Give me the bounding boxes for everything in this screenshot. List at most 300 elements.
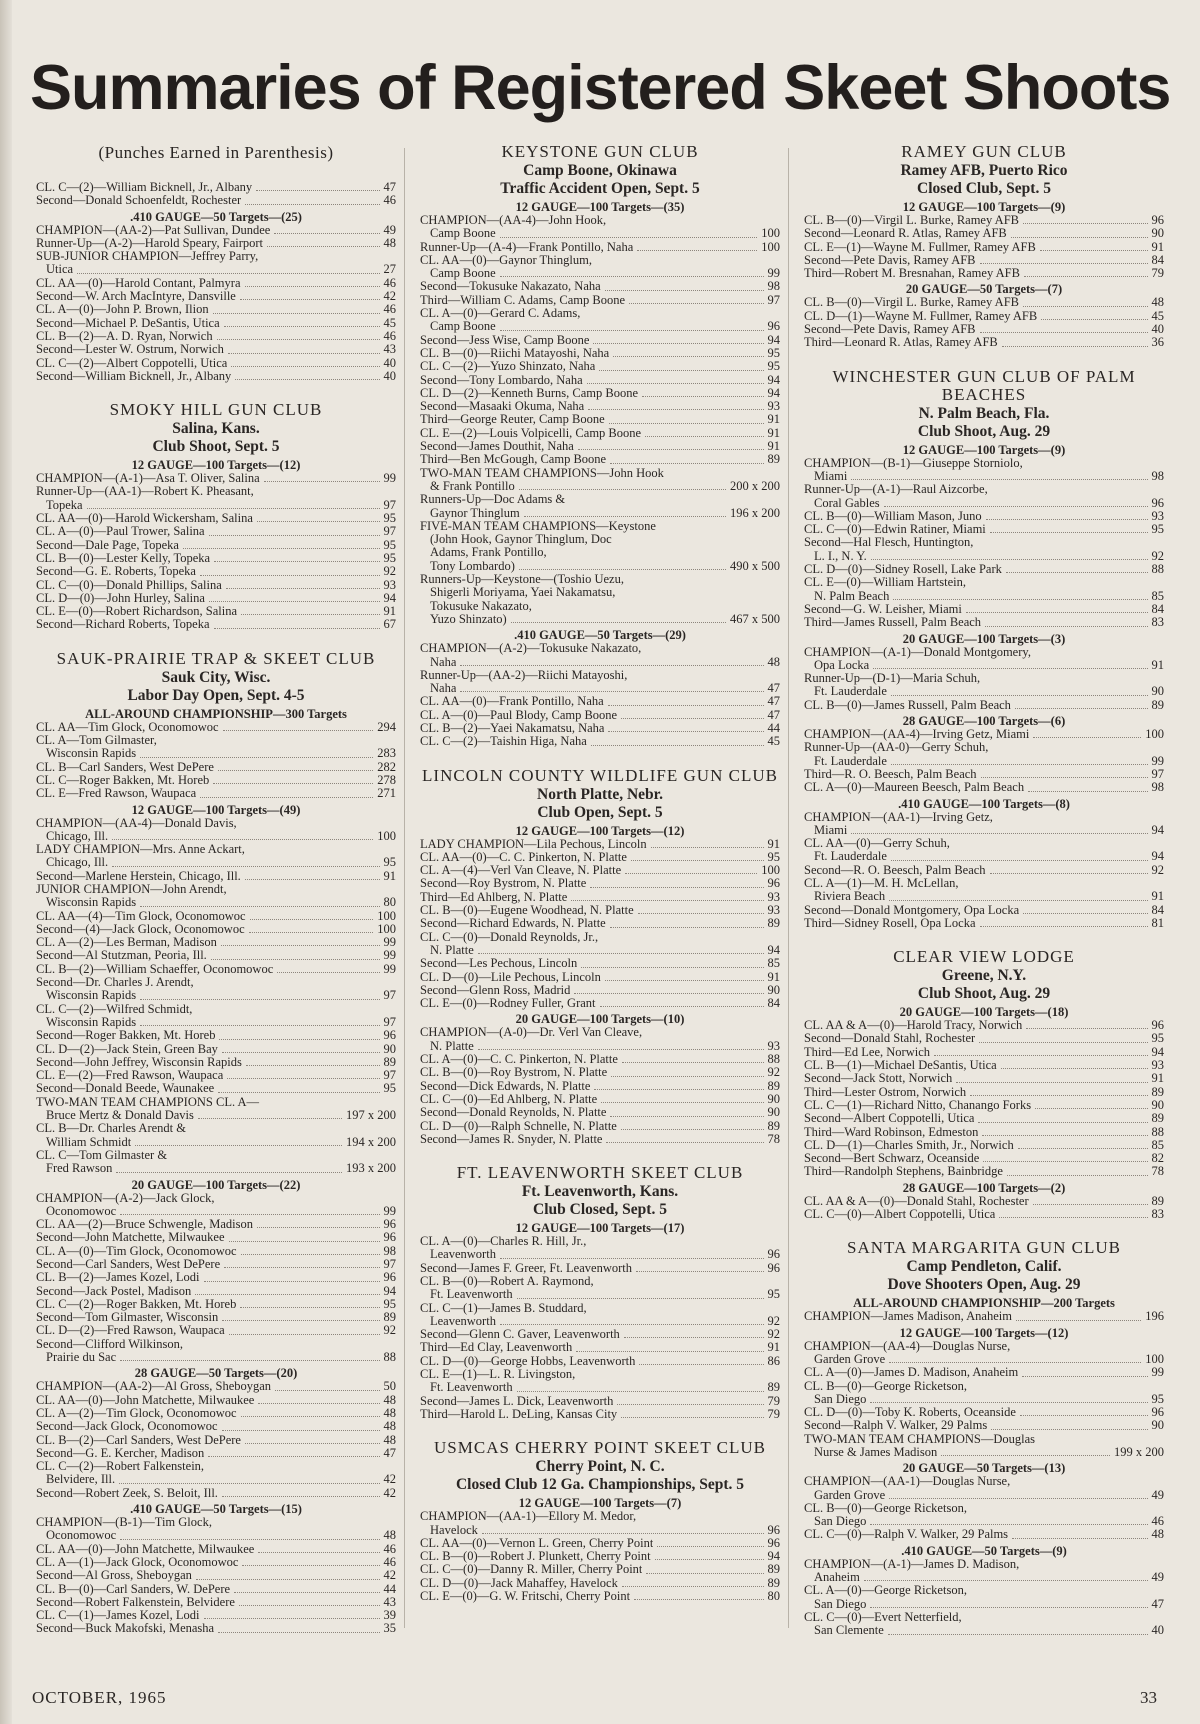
result-row: [804, 1366, 1164, 1379]
result-row: [420, 851, 780, 864]
result-text: JUNIOR CHAMPION—John Arendt,: [36, 882, 227, 896]
dot-leader: [223, 730, 374, 731]
result-score: 94: [383, 590, 396, 605]
result-row: [36, 949, 396, 962]
result-text: Runner-Up—(AA-1)—Robert K. Pheasant,: [36, 485, 254, 499]
result-row: [420, 997, 780, 1010]
result-score: 93: [767, 889, 780, 904]
result-text: Tony Lombardo): [430, 559, 515, 573]
dot-leader: [135, 1145, 342, 1146]
club-name: SMOKY HILL GUN CLUB: [109, 400, 323, 420]
dot-leader: [257, 1227, 380, 1228]
result-text: CL. B—(2)—James Kozel, Lodi: [36, 1271, 200, 1285]
result-score: 39: [383, 1608, 396, 1623]
result-row: [804, 685, 1164, 698]
result-score: 95: [1151, 522, 1164, 537]
result-text: Second—William Bicknell, Jr., Albany: [36, 369, 232, 383]
result-text: Second—Albert Coppotelli, Utica: [804, 1112, 975, 1126]
result-score: 98: [383, 1243, 396, 1258]
result-score: 90: [1151, 226, 1164, 241]
result-row: [36, 565, 396, 578]
result-row: [420, 280, 780, 293]
result-text: Second—Jess Wise, Camp Boone: [420, 333, 590, 347]
result-row: [36, 1069, 396, 1082]
result-score: 90: [1151, 684, 1164, 699]
result-text: CL. C—(1)—Richard Nitto, Chanango Forks: [804, 1098, 1032, 1112]
dot-leader: [140, 906, 379, 907]
result-text: CL. B—(0)—Virgil L. Burke, Ramey AFB: [804, 296, 1019, 310]
result-text: Bruce Mertz & Donald Davis: [46, 1109, 194, 1123]
event-heading: .410 GAUGE—50 Targets—(15): [130, 1502, 302, 1517]
result-score: 44: [767, 720, 780, 735]
dot-leader: [1001, 1068, 1148, 1069]
club-section: [804, 368, 1164, 931]
result-row: [804, 241, 1164, 254]
result-text: Second—G. E. Kercher, Madison: [36, 1446, 205, 1460]
result-row: [420, 1106, 780, 1119]
dot-leader: [1026, 1028, 1147, 1029]
result-text: CL. B—(0)—George Ricketson,: [804, 1501, 967, 1515]
result-text: Third—James Russell, Palm Beach: [804, 616, 982, 630]
club-location: Cherry Point, N. C.: [535, 1458, 665, 1476]
result-text: Third—Ed Ahlberg, N. Platte: [420, 890, 568, 904]
dot-leader: [229, 1241, 380, 1242]
result-score: 42: [383, 1485, 396, 1500]
result-text: Riviera Beach: [814, 890, 886, 904]
result-row: [420, 227, 780, 240]
result-text: CHAMPION—(AA-1)—Ellory M. Medor,: [420, 1510, 637, 1524]
dot-leader: [985, 626, 1147, 627]
result-score: 97: [383, 524, 396, 539]
dot-leader: [219, 1039, 379, 1040]
dot-leader: [578, 449, 764, 450]
result-score: 45: [383, 315, 396, 330]
result-text: Second—Dr. Charles J. Arendt,: [36, 976, 194, 990]
result-text: Third—R. O. Beesch, Palm Beach: [804, 767, 977, 781]
result-text: CL. B—(0)—Robert J. Plunkett, Cherry Point: [420, 1550, 651, 1564]
result-score: 282: [377, 759, 396, 774]
result-score: 47: [383, 180, 396, 194]
dot-leader: [980, 926, 1148, 927]
result-text: CL. B—(0)—James Russell, Palm Beach: [804, 698, 1011, 712]
result-score: 43: [383, 1594, 396, 1609]
event-heading: 28 GAUGE—100 Targets—(2): [902, 1180, 1066, 1195]
shoot-name: Dove Shooters Open, Aug. 29: [887, 1276, 1081, 1294]
dot-leader: [622, 1062, 764, 1063]
dot-leader: [934, 1055, 1147, 1056]
result-row: [804, 550, 1164, 563]
result-text: N. Platte: [430, 943, 474, 957]
result-text: Second—John Jeffrey, Wisconsin Rapids: [36, 1055, 242, 1069]
result-text: Second—Glenn Ross, Madrid: [420, 983, 571, 997]
result-score: 81: [1151, 915, 1164, 930]
result-text: CL. D—(2)—Kenneth Burns, Camp Boone: [420, 386, 639, 400]
result-text: CL. AA—(0)—John Matchette, Milwaukee: [36, 1393, 255, 1407]
result-row: [36, 1109, 396, 1122]
dot-leader: [213, 313, 380, 314]
result-score: 67: [383, 617, 396, 632]
result-score: 100: [377, 828, 396, 843]
result-row: [36, 1231, 396, 1244]
result-score: 96: [383, 1270, 396, 1285]
result-row: [804, 1165, 1164, 1178]
dot-leader: [574, 993, 763, 994]
result-text: CL. A—(1)—M. H. McLellan,: [804, 876, 959, 890]
shoot-name: Club Closed, Sept. 5: [533, 1201, 667, 1219]
result-score: 97: [383, 497, 396, 512]
result-row: [804, 1208, 1164, 1221]
dot-leader: [500, 330, 764, 331]
result-row: [36, 1245, 396, 1258]
result-text: Miami: [814, 823, 848, 837]
club-section: [804, 1239, 1164, 1637]
result-row: [420, 917, 780, 930]
result-score: 91: [1151, 1071, 1164, 1086]
column-3: [804, 143, 1164, 1656]
result-score: 89: [383, 1054, 396, 1069]
result-score: 88: [1151, 562, 1164, 577]
result-text: Second—Roy Bystrom, N. Platte: [420, 877, 587, 891]
result-row: [36, 181, 396, 194]
result-text: Utica: [46, 263, 74, 277]
result-text: Second—James R. Snyder, N. Platte: [420, 1132, 603, 1146]
result-text: Belvidere, Ill.: [46, 1473, 116, 1487]
dot-leader: [519, 489, 726, 490]
result-text: CL. E—(0)—Rodney Fuller, Grant: [420, 997, 596, 1011]
result-text: CL. B—(0)—Virgil L. Burke, Ramey AFB: [804, 214, 1019, 227]
result-score: 88: [1151, 1124, 1164, 1139]
result-score: 278: [377, 772, 396, 787]
result-text: Second—Tom Gilmaster, Wisconsin: [36, 1311, 219, 1325]
club-location: Ft. Leavenworth, Kans.: [521, 1183, 679, 1201]
result-row: [420, 1408, 780, 1421]
result-text: Garden Grove: [814, 1488, 886, 1502]
result-score: 95: [383, 1296, 396, 1311]
result-text: Second—G. E. Roberts, Topeka: [36, 565, 196, 579]
result-row: [804, 1598, 1164, 1611]
result-text: CL. AA—(2)—Bruce Schwengle, Madison: [36, 1218, 253, 1232]
result-score: 47: [1151, 1596, 1164, 1611]
dot-leader: [221, 945, 380, 946]
result-row: [420, 984, 780, 997]
result-text: Runner-Up—(AA-0)—Gerry Schuh,: [804, 741, 989, 755]
dot-leader: [651, 847, 764, 848]
dot-leader: [870, 1607, 1147, 1608]
result-row: [420, 480, 780, 493]
result-text: Second—Tokusuke Nakazato, Naha: [420, 280, 601, 294]
result-score: 96: [767, 1247, 780, 1262]
result-text: CL. AA—(0)—Frank Pontillo, Naha: [420, 695, 604, 709]
dot-leader: [982, 1135, 1147, 1136]
result-text: CHAMPION—(B-1)—Giuseppe Storniolo,: [804, 456, 1023, 470]
dot-leader: [224, 326, 380, 327]
dot-leader: [999, 1217, 1147, 1218]
result-text: Runner-Up—(D-1)—Maria Schuh,: [804, 672, 981, 686]
result-text: Gaynor Thinglum: [430, 506, 520, 520]
result-text: Second—Pete Davis, Ramey AFB: [804, 253, 976, 267]
dot-leader: [889, 1498, 1147, 1499]
result-row: [36, 512, 396, 525]
dot-leader: [217, 339, 380, 340]
club-section: [420, 767, 780, 1147]
dot-leader: [1015, 708, 1148, 709]
dot-leader: [77, 273, 379, 274]
result-text: & Frank Pontillo: [430, 479, 515, 493]
event-heading: 12 GAUGE—100 Targets—(35): [515, 200, 685, 214]
result-row: [804, 336, 1164, 349]
result-row: [36, 1407, 396, 1420]
result-row: [36, 761, 396, 774]
result-score: 96: [767, 1522, 780, 1537]
result-text: CL. C—Tom Gilmaster &: [36, 1148, 168, 1162]
result-score: 82: [1151, 1151, 1164, 1166]
dot-leader: [980, 332, 1148, 333]
result-text: CHAMPION—(A-2)—Jack Glock,: [36, 1191, 215, 1205]
dot-leader: [245, 286, 380, 287]
result-score: 96: [767, 319, 780, 334]
result-score: 46: [1151, 1514, 1164, 1529]
dot-leader: [478, 1049, 764, 1050]
result-text: CL. E—(1)—Wayne M. Fullmer, Ramey AFB: [804, 240, 1036, 254]
result-text: CL. C—Roger Bakken, Mt. Horeb: [36, 773, 210, 787]
result-row: [36, 499, 396, 512]
result-text: LADY CHAMPION—Lila Pechous, Lincoln: [420, 837, 647, 851]
result-score: 91: [1151, 889, 1164, 904]
result-row: [36, 605, 396, 618]
result-row: [420, 1053, 780, 1066]
result-row: [420, 334, 780, 347]
result-text: Camp Boone: [430, 267, 496, 281]
result-text: Runner-Up—(A-4)—Frank Pontillo, Naha: [420, 240, 634, 254]
result-score: 95: [383, 550, 396, 565]
result-text: CHAMPION—James Madison, Anaheim: [804, 1310, 1012, 1324]
result-text: Third—George Reuter, Camp Boone: [420, 413, 605, 427]
result-row: [420, 1563, 780, 1576]
club-name: SANTA MARGARITA GUN CLUB: [847, 1238, 1121, 1258]
result-row: [420, 1315, 780, 1328]
result-text: CL. D—(0)—Ralph Schnelle, N. Platte: [420, 1119, 617, 1133]
result-text: Wisconsin Rapids: [46, 747, 137, 761]
club-location: Camp Boone, Okinawa: [523, 162, 677, 179]
result-text: CHAMPION—(A-0)—Dr. Verl Van Cleave,: [420, 1026, 643, 1040]
result-row: [36, 263, 396, 276]
result-text: Third—Sidney Rosell, Opa Locka: [804, 916, 976, 930]
result-row: [36, 618, 396, 631]
result-text: Second—Clifford Wilkinson,: [36, 1337, 183, 1351]
result-score: 46: [383, 275, 396, 290]
event-heading: 20 GAUGE—50 Targets—(7): [905, 282, 1063, 297]
result-row: [804, 1515, 1164, 1528]
result-score: 95: [767, 849, 780, 864]
dot-leader: [245, 204, 379, 205]
result-row: [804, 659, 1164, 672]
dot-leader: [209, 601, 380, 602]
result-row: [420, 1395, 780, 1408]
result-row: [420, 971, 780, 984]
result-text: SUB-JUNIOR CHAMPION—Jeffrey Parry,: [36, 250, 259, 264]
result-row: [804, 267, 1164, 280]
result-text: Camp Boone: [430, 320, 496, 334]
result-row: [804, 563, 1164, 576]
club-location: Salina, Kans.: [172, 420, 260, 438]
result-text: CL. C—(0)—Evert Netterfield,: [804, 1610, 962, 1624]
dot-leader: [511, 622, 726, 623]
result-row: [36, 1311, 396, 1324]
club-name: KEYSTONE GUN CLUB: [501, 142, 699, 161]
result-row: [804, 917, 1164, 930]
result-text: Second—Leonard R. Atlas, Ramey AFB: [804, 227, 1007, 241]
result-row: [36, 1543, 396, 1556]
result-text: CL. B—(0)—George Ricketson,: [804, 1379, 967, 1393]
result-row: [36, 923, 396, 936]
result-score: 89: [767, 1118, 780, 1133]
result-text: Yuzo Shinzato): [430, 612, 507, 626]
dot-leader: [610, 1116, 763, 1117]
result-text: CL. C—(0)—Donald Phillips, Salina: [36, 578, 222, 592]
result-text: Third—Ed Lee, Norwich: [804, 1045, 931, 1059]
dot-leader: [624, 1337, 764, 1338]
result-score: 95: [767, 1287, 780, 1302]
dot-leader: [249, 932, 374, 933]
result-row: [420, 1133, 780, 1146]
result-text: Runner-Up—(AA-2)—Riichi Matayoshi,: [420, 668, 628, 682]
result-text: Second—Jack Glock, Oconomowoc: [36, 1420, 218, 1434]
result-row: [36, 1162, 396, 1175]
club-name: FT. LEAVENWORTH SKEET CLUB: [456, 1163, 744, 1183]
shoot-name: Closed Club 12 Ga. Championships, Sept. 5: [455, 1476, 745, 1494]
result-score: 94: [767, 1549, 780, 1564]
result-score: 89: [767, 1078, 780, 1093]
result-row: [36, 552, 396, 565]
result-score: 79: [767, 1406, 780, 1421]
result-score: 294: [377, 719, 396, 734]
result-text: CHAMPION—(AA-2)—Pat Sullivan, Dundee: [36, 223, 271, 237]
result-text: Ft. Leavenworth: [430, 1381, 513, 1395]
dot-leader: [1007, 1175, 1148, 1176]
result-score: 99: [383, 935, 396, 950]
result-row: [804, 728, 1164, 741]
dot-leader: [631, 860, 764, 861]
result-score: 96: [767, 876, 780, 891]
result-score: 83: [1151, 1207, 1164, 1222]
dot-leader: [112, 839, 373, 840]
result-text: CL. A—(0)—James D. Madison, Anaheim: [804, 1366, 1019, 1380]
result-row: [420, 709, 780, 722]
dot-leader: [610, 463, 763, 464]
result-text: Third—Randolph Stephens, Bainbridge: [804, 1165, 1003, 1179]
result-score: 84: [1151, 902, 1164, 917]
result-score: 43: [383, 342, 396, 357]
dot-leader: [227, 1078, 379, 1079]
result-score: 89: [1151, 697, 1164, 712]
dot-leader: [116, 1172, 342, 1173]
result-score: 100: [761, 863, 780, 878]
dot-leader: [204, 1281, 380, 1282]
result-row: [420, 453, 780, 466]
dot-leader: [636, 1271, 764, 1272]
result-score: 47: [383, 1445, 396, 1460]
result-row: [36, 357, 396, 370]
result-text: CL. E—(0)—Robert Richardson, Salina: [36, 605, 238, 619]
dot-leader: [657, 1546, 763, 1547]
result-text: CL. B—(0)—Robert A. Raymond,: [420, 1275, 594, 1288]
dot-leader: [1012, 1538, 1147, 1539]
result-row: [36, 1556, 396, 1569]
dot-leader: [970, 1095, 1147, 1096]
result-row: [36, 1298, 396, 1311]
result-text: CL. C—(0)—Ed Ahlberg, N. Platte: [420, 1092, 598, 1106]
dot-leader: [234, 1592, 379, 1593]
dot-leader: [891, 695, 1148, 696]
result-row: [420, 735, 780, 748]
result-score: 100: [761, 239, 780, 254]
result-text: CL. D—(0)—Lile Pechous, Lincoln: [420, 970, 601, 984]
result-text: CHAMPION—(AA-4)—John Hook,: [420, 214, 607, 227]
club-name: SAUK-PRAIRIE TRAP & SKEET CLUB: [56, 648, 376, 668]
club-section: [36, 650, 396, 1636]
result-score: 98: [767, 279, 780, 294]
result-row: [804, 1046, 1164, 1059]
event-heading: 12 GAUGE—100 Targets—(12): [899, 1325, 1069, 1340]
dot-leader: [941, 1455, 1110, 1456]
result-text: TWO-MAN TEAM CHAMPIONS—Douglas: [804, 1432, 1036, 1446]
result-text: Second—Robert Zeek, S. Beloit, Ill.: [36, 1486, 218, 1500]
result-row: [420, 560, 780, 573]
result-row: [36, 1082, 396, 1095]
dot-leader: [222, 1430, 380, 1431]
result-row: [804, 254, 1164, 267]
result-row: [36, 870, 396, 883]
result-text: Second—Hal Flesch, Huntington,: [804, 536, 974, 550]
result-row: [420, 944, 780, 957]
result-text: CL. C—(1)—James Kozel, Lodi: [36, 1609, 200, 1623]
dot-leader: [214, 561, 379, 562]
result-score: 271: [377, 786, 396, 801]
event-heading: ALL-AROUND CHAMPIONSHIP—200 Targets: [853, 1296, 1115, 1311]
dot-leader: [524, 516, 726, 517]
result-text: TWO-MAN TEAM CHAMPIONS CL. A—: [36, 1095, 260, 1109]
result-row: [420, 387, 780, 400]
club-location: Ramey AFB, Puerto Rico: [900, 162, 1068, 179]
result-row: [804, 890, 1164, 903]
result-text: Ft. Lauderdale: [814, 685, 887, 699]
result-text: Wisconsin Rapids: [46, 896, 137, 910]
dot-leader: [617, 1404, 763, 1405]
dot-leader: [888, 1634, 1148, 1635]
result-score: 95: [767, 359, 780, 374]
result-row: [36, 194, 396, 207]
result-score: 40: [1151, 322, 1164, 337]
result-row: [420, 722, 780, 735]
club-name: USMCAS CHERRY POINT SKEET CLUB: [434, 1438, 766, 1458]
result-text: Second—Pete Davis, Ramey AFB: [804, 323, 976, 337]
result-row: [804, 1152, 1164, 1165]
result-text: Oconomowoc: [46, 1204, 117, 1218]
club-section: [804, 143, 1164, 350]
result-score: 49: [383, 222, 396, 237]
result-score: 80: [383, 895, 396, 910]
result-row: [804, 1139, 1164, 1152]
result-score: 91: [383, 868, 396, 883]
result-score: 99: [383, 1203, 396, 1218]
dot-leader: [245, 1443, 380, 1444]
dot-leader: [587, 383, 764, 384]
dot-leader: [119, 1483, 379, 1484]
result-score: 44: [383, 1581, 396, 1596]
dot-leader: [218, 770, 373, 771]
dot-leader: [646, 1573, 763, 1574]
result-text: CL. C—(2)—Robert Falkenstein,: [36, 1460, 205, 1474]
